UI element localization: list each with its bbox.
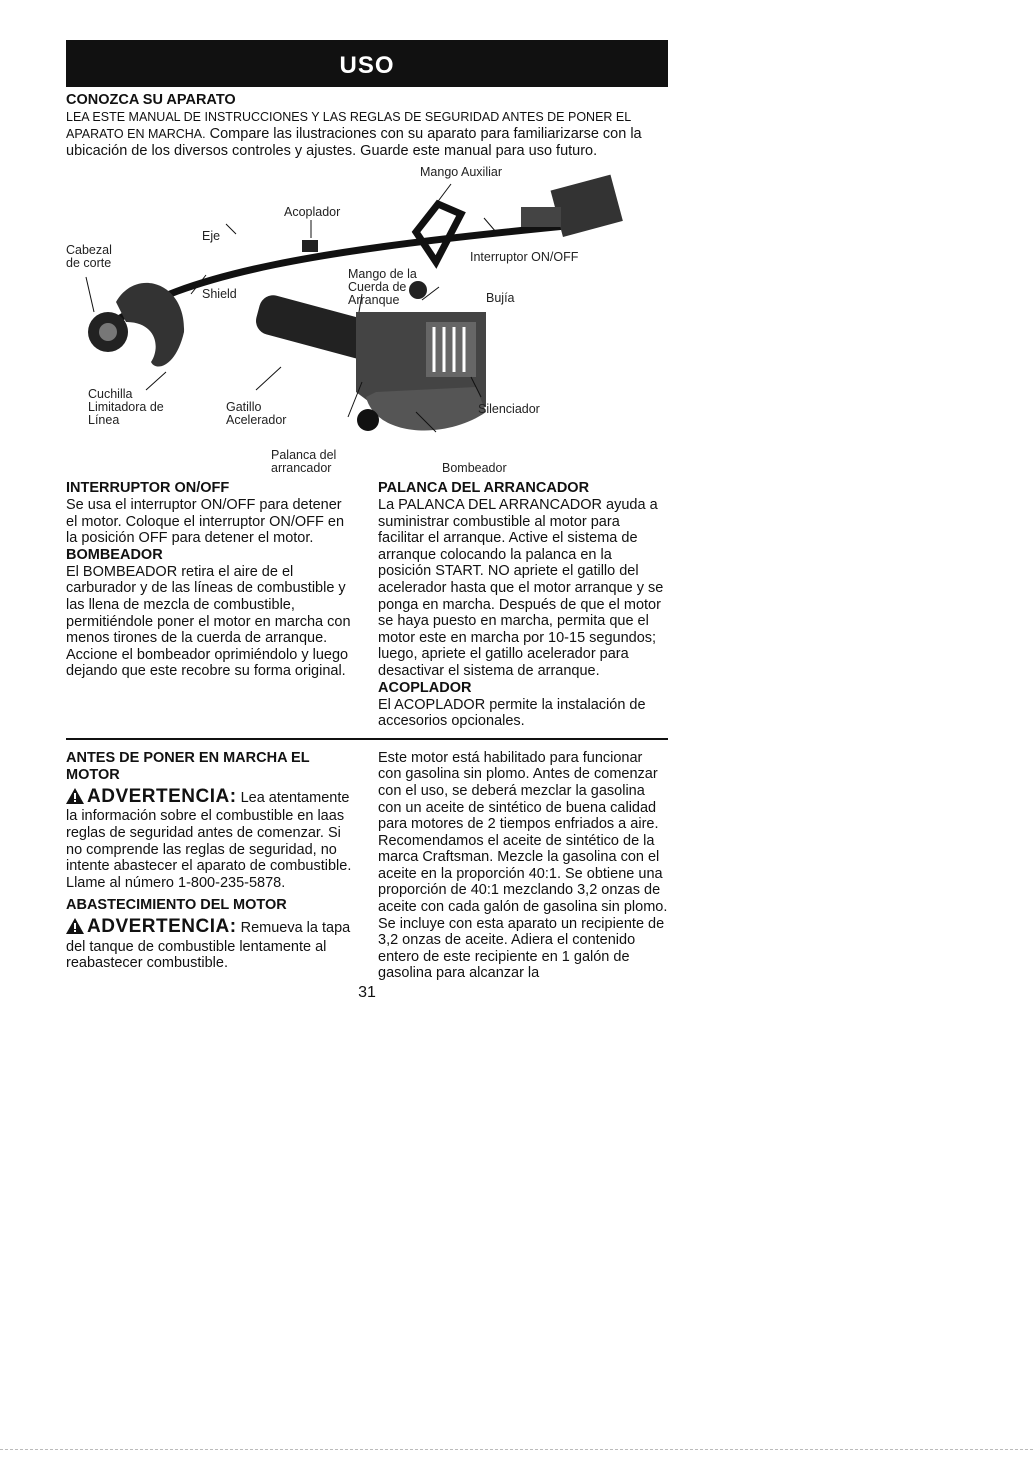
bombeador-text: El BOMBEADOR retira el aire de el carburador y de las líneas de combustible y las llena de mezcla de combustible, permitiéndole poner el motor en marcha con menos tirones de la cuerda de arranque. Accione el bombeador oprimiéndolo y luego dejando que este recobre su forma original.: [66, 563, 351, 680]
acoplador-heading: ACOPLADOR: [378, 679, 472, 696]
intro-caps-text: LEA ESTE MANUAL DE INSTRUCCIONES Y LAS REGLAS DE SEGURIDAD ANTES DE PONER EL APARATO EN MARCHA.: [66, 110, 631, 141]
label-cabezal-de-corte: Cabezal de corte: [66, 243, 112, 270]
label-interruptor-on-off: Interruptor ON/OFF: [470, 250, 579, 264]
label-cuchilla-limitadora: Cuchilla Limitadora de Línea: [88, 387, 164, 427]
warning-1-label: ADVERTENCIA:: [87, 785, 237, 807]
label-eje: Eje: [202, 229, 221, 243]
interruptor-text: Se usa el interruptor ON/OFF para detener el motor. Coloque el interruptor ON/OFF en la posición OFF para detener el motor.: [66, 497, 345, 547]
warning-2-text: Remueva la tapa del tanque de combustible lentamente al reabastecer combustible.: [66, 920, 351, 972]
abastecimiento-heading: ABASTECIMIENTO DEL MOTOR: [66, 897, 287, 914]
bombeador-heading: BOMBEADOR: [66, 546, 163, 563]
intro-heading: CONOZCA SU APARATO: [66, 92, 236, 108]
label-bujia: Bujía: [486, 291, 515, 305]
warning-2: [66, 918, 356, 972]
acoplador-text: El ACOPLADOR permite la instalación de accesorios opcionales.: [378, 696, 646, 730]
section-banner: USO: [66, 40, 668, 87]
antes-heading: ANTES DE PONER EN MARCHA EL MOTOR: [66, 749, 310, 783]
page-edge-line: [0, 1449, 1033, 1450]
trimmer-illustration: [66, 162, 668, 480]
label-palanca-arrancador: Palanca del arrancador: [271, 448, 337, 475]
trimmer-drawing: [66, 162, 668, 480]
fuel-mix-text: Este motor está habilitado para funcionar con gasolina sin plomo. Antes de comenzar con el uso, se deberá mezclar la gasolina con un aceite de sintético de buena calidad para motores de 2 tiempos enfriados a aire. Recomendamos el aceite de sintético de la marca Craftsman. Mezcle la gasolina con el aceite en la proporción 40:1. Se obtiene una proporción de 40:1 mezclando 3,2 onzas de aceite con cada galón de gasolina sin plomo. Se incluye con esta aparato un recipiente de 3,2 onzas de aceite. Adiera el contenido entero de este recipiente en 1 galón de gasolina para alcanzar la: [378, 749, 668, 982]
label-acoplador: Acoplador: [284, 205, 341, 219]
lower-left-column: [66, 750, 356, 982]
intro-paragraph: [66, 109, 668, 160]
fuel-columns: [66, 750, 668, 982]
manual-page: [66, 40, 668, 1002]
right-column: [378, 480, 668, 730]
warning-1-text: Lea atentamente la información sobre el combustible en laas reglas de seguridad antes de comenzar. Si no comprende las reglas de seguridad, no intente abastecer el aparato de combustible. Llame al número 1-800-235-5878.: [66, 789, 352, 891]
page-number: 31: [358, 984, 376, 1002]
label-mango-auxiliar: Mango Auxiliar: [420, 165, 502, 179]
controls-columns: [66, 480, 668, 730]
palanca-text: La PALANCA DEL ARRANCADOR ayuda a suministrar combustible al motor para facilitar el arranque. Active el sistema de arranque colocando la palanca en la posición START. NO apriete el gatillo del acelerador hasta que el motor arranque y se ponga en marcha. Después de que el motor se haya puesto en marcha, permita que el motor este en marcha por 10-15 segundos; luego, apriete el gatillo acelerador para desactivar el sistema de arranque.: [378, 497, 664, 679]
palanca-heading: PALANCA DEL ARRANCADOR: [378, 480, 590, 496]
label-silenciador: Silenciador: [478, 402, 540, 416]
label-bombeador: Bombeador: [442, 461, 507, 475]
label-shield: Shield: [202, 287, 237, 301]
warning-triangle-icon: [66, 788, 84, 809]
warning-2-label: ADVERTENCIA:: [87, 916, 237, 938]
lower-right-column: [378, 750, 668, 982]
intro-body-text: Compare las ilustraciones con su aparato para familiarizarse con la ubicación de los diversos controles y ajustes. Guarde este manual para uso futuro.: [66, 126, 642, 159]
interruptor-heading: INTERRUPTOR ON/OFF: [66, 480, 230, 496]
left-column: [66, 480, 356, 730]
warning-triangle-icon: [66, 918, 84, 939]
label-mango-cuerda-arranque: Mango de la Cuerda de Arranque: [348, 267, 417, 307]
section-divider: [66, 738, 668, 740]
warning-1: [66, 785, 356, 892]
label-gatillo-acelerador: Gatillo Acelerador: [226, 400, 287, 427]
